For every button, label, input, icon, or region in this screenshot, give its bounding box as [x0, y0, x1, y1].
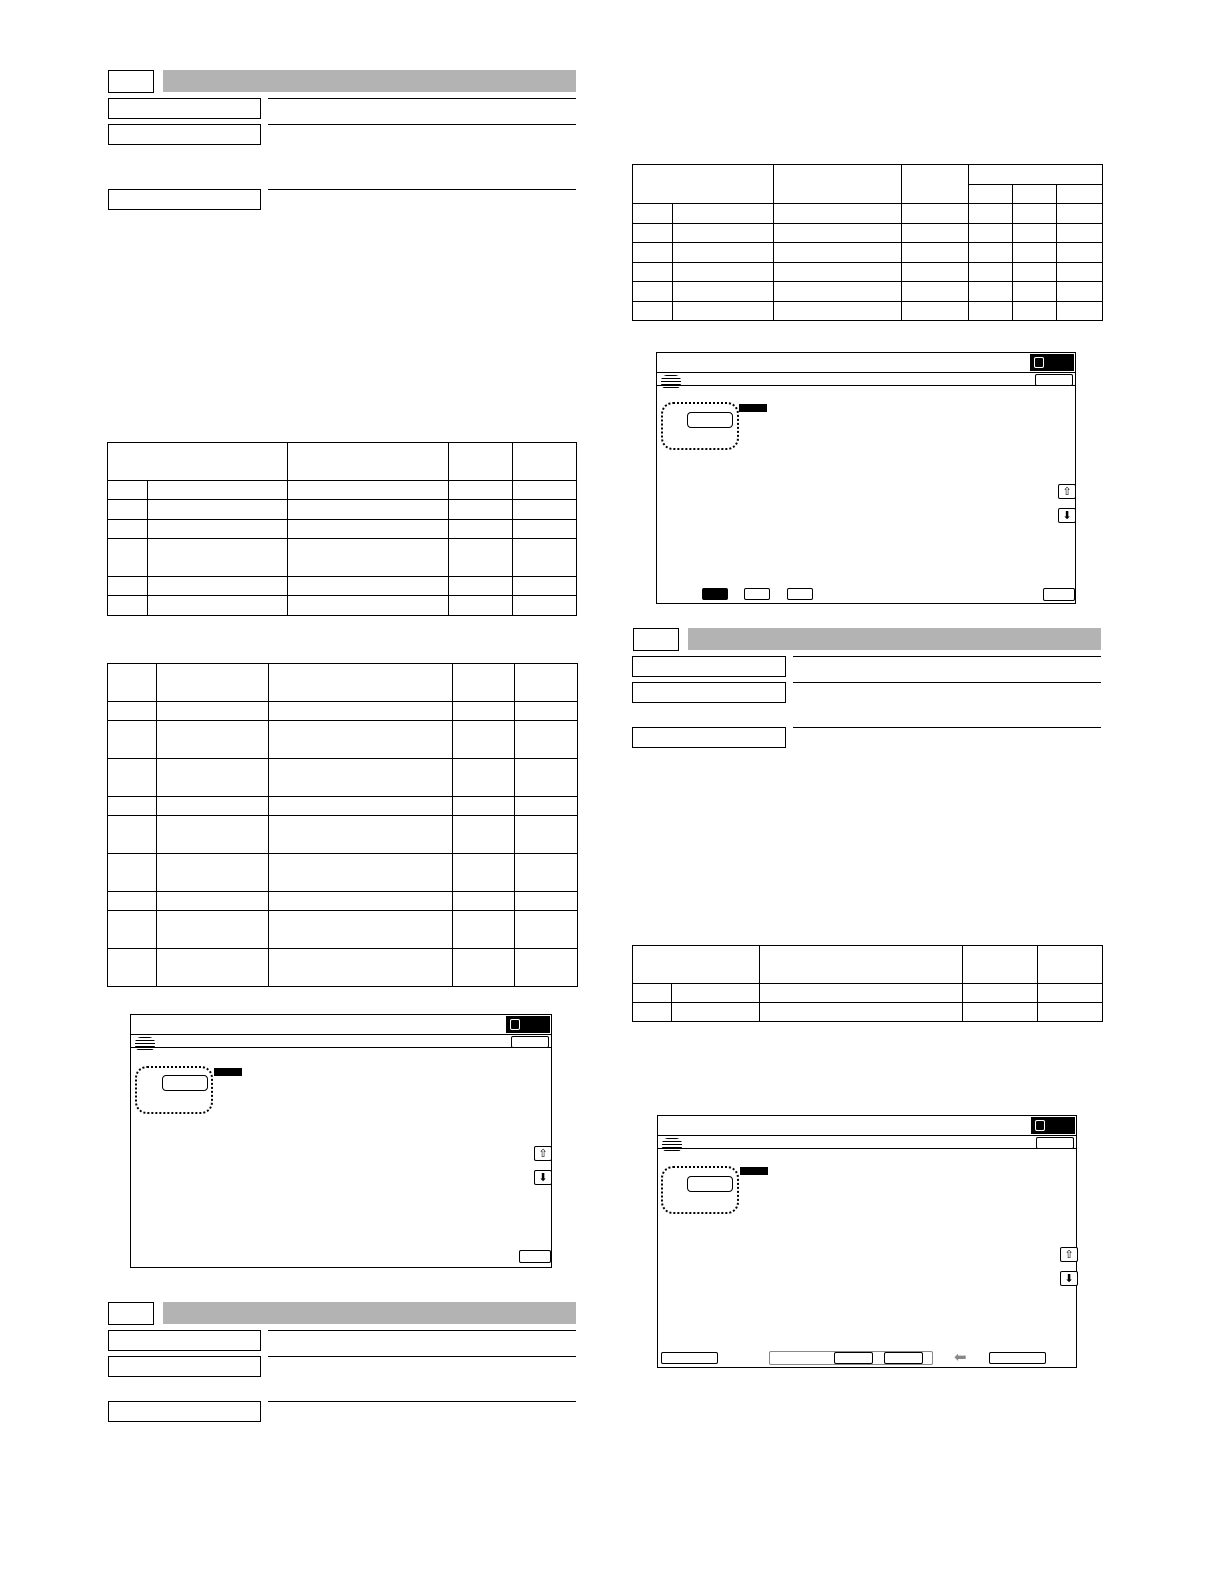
table-row [108, 721, 578, 759]
up-arrow-icon[interactable]: ⇧ [1060, 1247, 1078, 1262]
value-field[interactable] [687, 1176, 733, 1192]
table-row [633, 1003, 1103, 1022]
table-row [633, 984, 1103, 1003]
table-header-cell [1013, 185, 1057, 204]
table-header-cell [157, 664, 269, 702]
rule-line [793, 682, 1101, 683]
left-button[interactable] [661, 1352, 718, 1364]
section-code-box [633, 628, 679, 651]
table-header-cell [449, 443, 513, 481]
table-row [108, 577, 577, 596]
section-code-box [108, 70, 154, 93]
section-title-bar [688, 628, 1101, 650]
table-row [108, 520, 577, 539]
option-button[interactable] [744, 588, 770, 600]
back-arrow-icon[interactable]: ⬅ [954, 1348, 967, 1366]
menu-lines-icon[interactable] [662, 1138, 682, 1152]
label-box [632, 682, 786, 703]
label-box [108, 1401, 261, 1422]
rule-line [793, 727, 1101, 728]
close-button[interactable] [1035, 374, 1073, 386]
mode-badge [1031, 1117, 1075, 1134]
table-header-cell [513, 443, 577, 481]
table-header-cell [1038, 946, 1103, 984]
table-header-cell [969, 185, 1013, 204]
option-button[interactable] [884, 1352, 923, 1364]
table-row [108, 854, 578, 892]
table-header-cell [633, 946, 760, 984]
down-arrow-icon[interactable]: ⬇ [1058, 508, 1076, 523]
table-header-cell [963, 946, 1038, 984]
rule-line [268, 1401, 576, 1402]
option-button-selected[interactable] [702, 588, 728, 600]
table-header-cell [902, 165, 969, 204]
rule-line [268, 189, 576, 190]
selected-chip [214, 1068, 242, 1076]
ok-button[interactable] [1043, 588, 1075, 601]
value-field[interactable] [162, 1075, 208, 1091]
screen-sub-bar [131, 1034, 551, 1048]
table-header-cell [453, 664, 515, 702]
right-button[interactable] [989, 1352, 1046, 1364]
settings-table [632, 164, 1103, 321]
table-header-cell [269, 664, 453, 702]
table-row [108, 539, 577, 577]
panel-screenshot [656, 352, 1076, 604]
up-arrow-icon[interactable]: ⇧ [534, 1146, 552, 1161]
screen-title-bar [657, 353, 1075, 373]
panel-screenshot [130, 1014, 552, 1268]
table-header-cell [633, 165, 774, 204]
mode-badge [506, 1016, 550, 1033]
label-box [108, 98, 261, 119]
selected-chip [740, 1167, 768, 1175]
rule-line [268, 98, 576, 99]
table-row [633, 263, 1103, 282]
table-row [108, 949, 578, 987]
down-arrow-icon[interactable]: ⬇ [534, 1170, 552, 1185]
screen-sub-bar [657, 372, 1075, 386]
label-box [632, 656, 786, 677]
table-row [108, 797, 578, 816]
table-header-cell [969, 165, 1103, 185]
label-box [108, 124, 261, 145]
ok-button[interactable] [519, 1250, 551, 1263]
settings-table [107, 442, 577, 616]
label-box [108, 1356, 261, 1377]
close-button[interactable] [511, 1036, 549, 1048]
table-row [108, 702, 578, 721]
settings-table [632, 945, 1103, 1022]
table-header-cell [774, 165, 902, 204]
option-button[interactable] [787, 588, 813, 600]
table-header-cell [515, 664, 578, 702]
panel-screenshot [657, 1115, 1077, 1368]
table-row [633, 243, 1103, 263]
menu-lines-icon[interactable] [661, 375, 681, 389]
rule-line [268, 1356, 576, 1357]
copy-mode-icon [1035, 1120, 1045, 1131]
label-box [108, 189, 261, 210]
down-arrow-icon[interactable]: ⬇ [1060, 1271, 1078, 1286]
table-row [633, 302, 1103, 321]
menu-lines-icon[interactable] [135, 1037, 155, 1051]
table-header-cell [108, 443, 288, 481]
settings-table [107, 663, 578, 987]
rule-line [793, 656, 1101, 657]
copy-mode-icon [1034, 357, 1044, 368]
table-row [633, 204, 1103, 224]
table-row [108, 911, 578, 949]
option-button[interactable] [834, 1352, 873, 1364]
section-title-bar [163, 1302, 576, 1324]
screen-sub-bar [658, 1135, 1076, 1149]
selected-chip [739, 404, 767, 412]
table-row [633, 282, 1103, 302]
screen-title-bar [658, 1116, 1076, 1136]
copy-mode-icon [510, 1019, 520, 1030]
up-arrow-icon[interactable]: ⇧ [1058, 484, 1076, 499]
screen-title-bar [131, 1015, 551, 1035]
table-row [108, 759, 578, 797]
table-row [108, 481, 577, 500]
table-row [633, 224, 1103, 243]
table-row [108, 596, 577, 616]
label-box [108, 1330, 261, 1351]
table-row [108, 816, 578, 854]
table-row [108, 500, 577, 520]
table-header-cell [760, 946, 963, 984]
value-field[interactable] [687, 412, 733, 428]
rule-line [268, 124, 576, 125]
table-header-cell [108, 664, 157, 702]
close-button[interactable] [1036, 1137, 1074, 1149]
section-title-bar [163, 70, 576, 92]
table-row [108, 892, 578, 911]
rule-line [268, 1330, 576, 1331]
table-header-cell [1057, 185, 1103, 204]
table-header-cell [288, 443, 449, 481]
section-code-box [108, 1302, 154, 1325]
mode-badge [1030, 354, 1074, 371]
label-box [632, 727, 786, 748]
